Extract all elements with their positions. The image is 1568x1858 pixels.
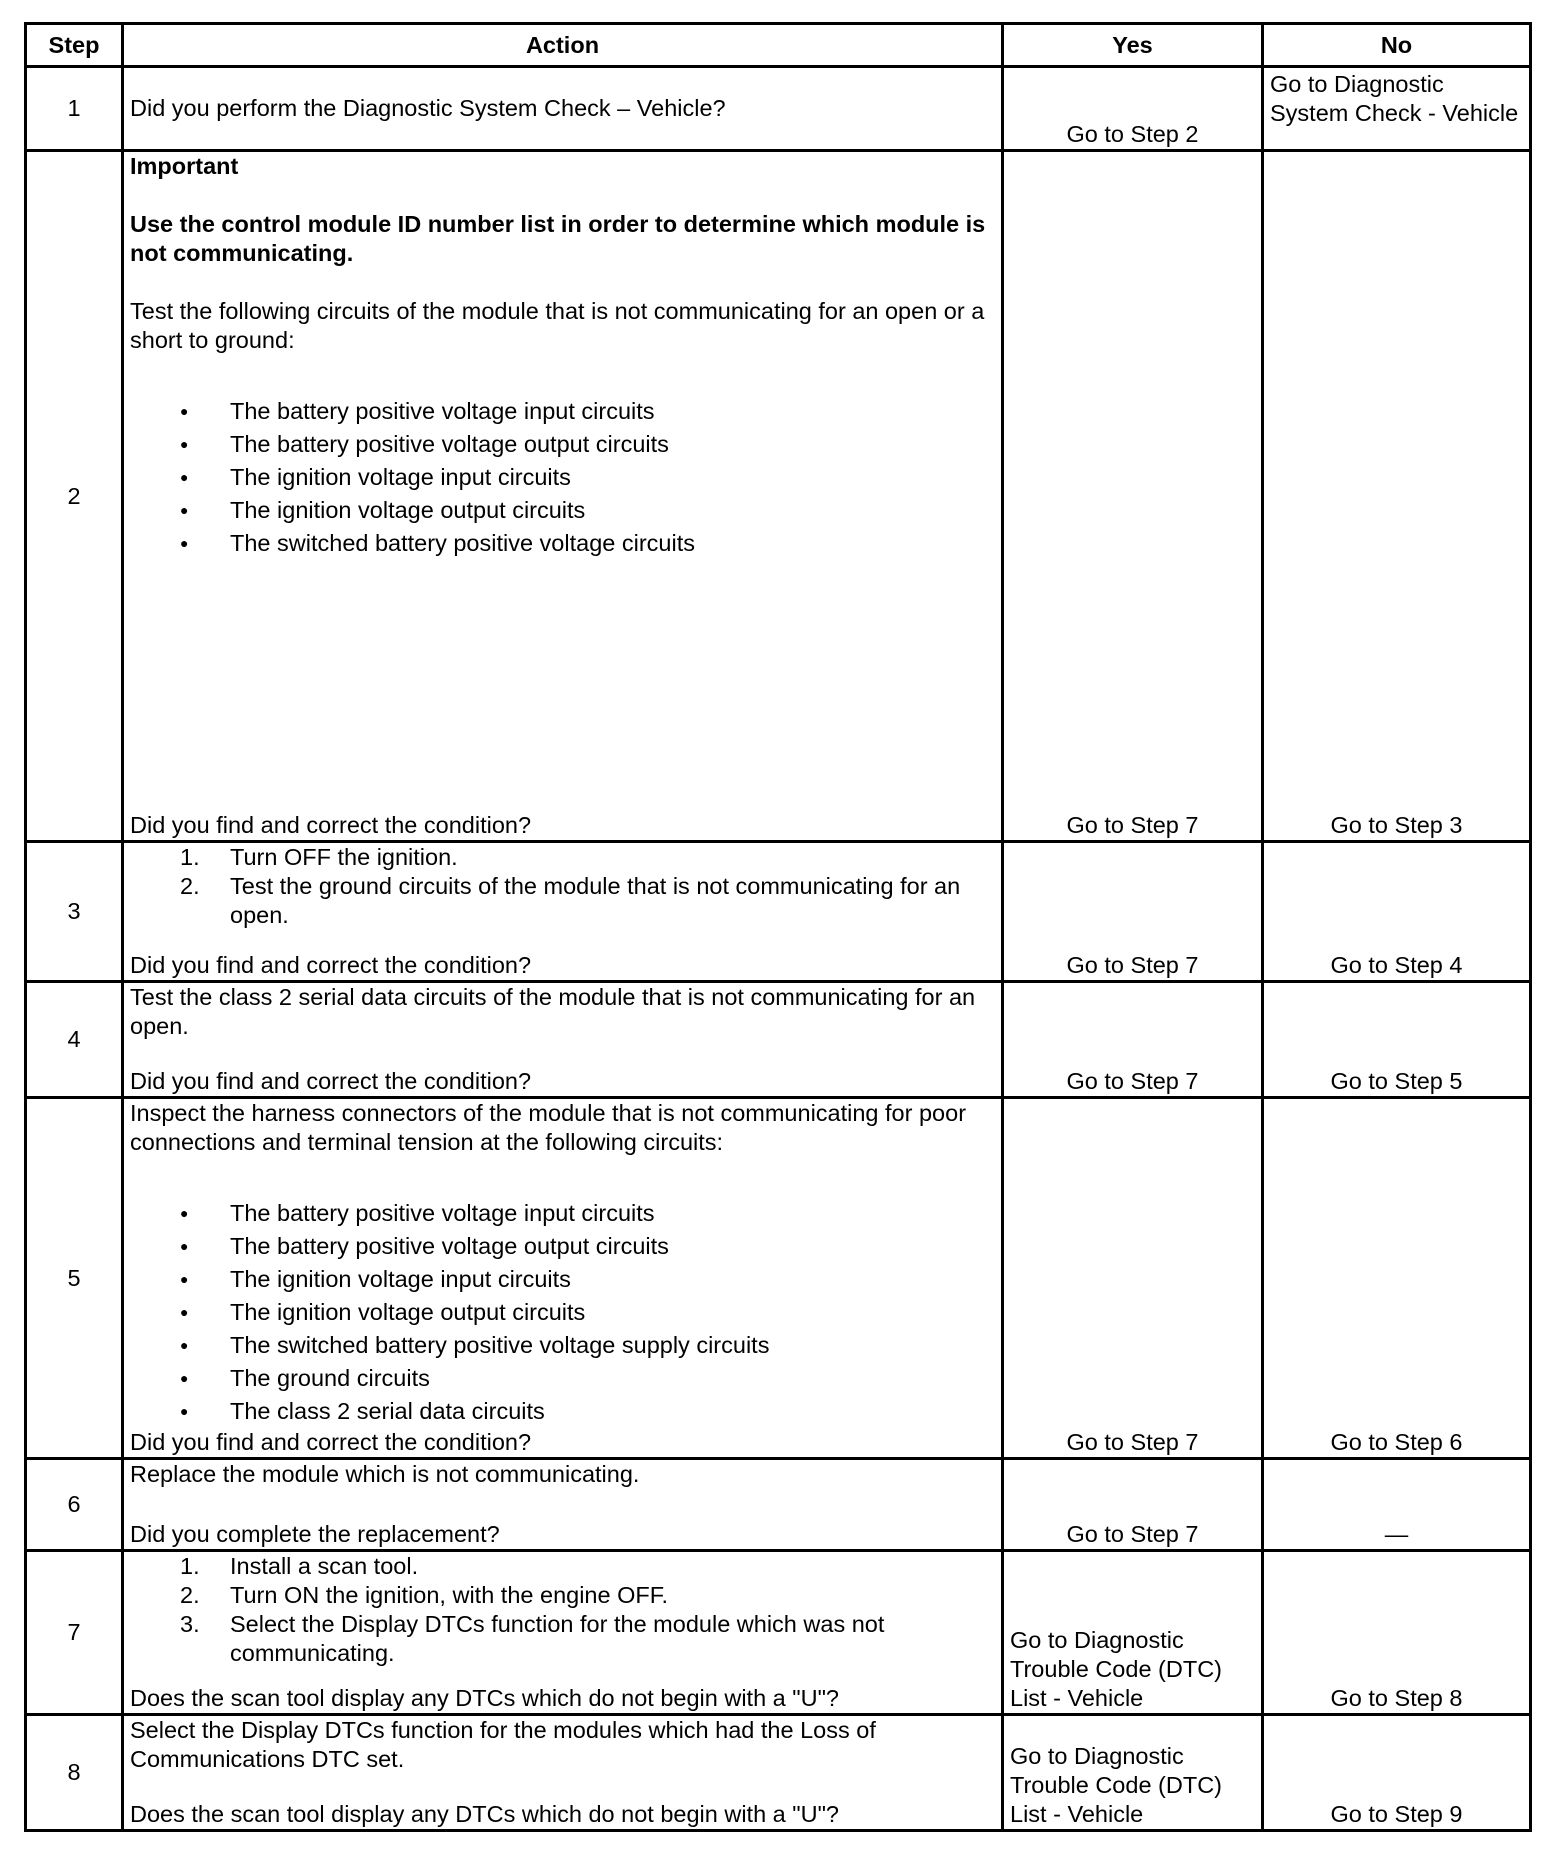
list-item: ● The battery positive voltage output circuits bbox=[130, 1230, 995, 1263]
no-cell: Go to Step 9 bbox=[1263, 1715, 1531, 1831]
circuit-list bbox=[130, 395, 995, 560]
list-item: 1. Install a scan tool. bbox=[180, 1553, 419, 1579]
action-instruction: Replace the module which is not communicating. bbox=[130, 1461, 640, 1487]
action-cell bbox=[123, 842, 1003, 982]
list-item: ● The battery positive voltage input circuits bbox=[130, 395, 995, 428]
circuit-list bbox=[130, 1197, 995, 1428]
action-question: Does the scan tool display any DTCs which do not begin with a "U"? bbox=[130, 1801, 839, 1827]
table-row bbox=[26, 842, 1531, 982]
table-row bbox=[26, 1098, 1531, 1459]
procedure-list bbox=[130, 1552, 995, 1668]
table-row bbox=[26, 1715, 1531, 1831]
step-number: 5 bbox=[26, 1098, 123, 1459]
list-item: 2. Turn ON the ignition, with the engine OFF. bbox=[180, 1582, 669, 1608]
no-cell: Go to Step 4 bbox=[1263, 842, 1531, 982]
list-item: ● The ignition voltage input circuits bbox=[130, 1263, 995, 1296]
action-instruction: Test the class 2 serial data circuits of the module that is not communicating for an open. bbox=[130, 984, 976, 1039]
no-cell: Go to Step 8 bbox=[1263, 1551, 1531, 1715]
important-note: Use the control module ID number list in order to determine which module is not communicating. bbox=[130, 211, 986, 266]
no-cell: — bbox=[1263, 1459, 1531, 1551]
list-item: ● The ignition voltage input circuits bbox=[130, 461, 995, 494]
action-cell bbox=[123, 67, 1003, 151]
step-number: 4 bbox=[26, 982, 123, 1098]
action-question: Did you complete the replacement? bbox=[130, 1521, 500, 1547]
action-question: Did you perform the Diagnostic System Check – Vehicle? bbox=[130, 95, 726, 121]
step-number: 6 bbox=[26, 1459, 123, 1551]
action-question: Does the scan tool display any DTCs which do not begin with a "U"? bbox=[130, 1685, 839, 1711]
no-cell: Go to Step 6 bbox=[1263, 1098, 1531, 1459]
yes-cell: Go to Step 2 bbox=[1003, 67, 1263, 151]
no-cell: Go to Step 5 bbox=[1263, 982, 1531, 1098]
list-item: ● The ground circuits bbox=[130, 1362, 995, 1395]
table-row bbox=[26, 1459, 1531, 1551]
yes-cell: Go to Step 7 bbox=[1003, 982, 1263, 1098]
yes-cell: Go to Diagnostic Trouble Code (DTC) List - Vehicle bbox=[1003, 1551, 1263, 1715]
action-cell bbox=[123, 982, 1003, 1098]
action-cell bbox=[123, 151, 1003, 842]
yes-cell: Go to Step 7 bbox=[1003, 842, 1263, 982]
no-cell: Go to Diagnostic System Check - Vehicle bbox=[1263, 67, 1531, 151]
yes-cell: Go to Step 7 bbox=[1003, 1459, 1263, 1551]
action-cell bbox=[123, 1098, 1003, 1459]
table-row bbox=[26, 151, 1531, 842]
action-cell bbox=[123, 1715, 1003, 1831]
action-instruction: Select the Display DTCs function for the modules which had the Loss of Communications DTC set. bbox=[130, 1717, 876, 1772]
yes-cell: Go to Step 7 bbox=[1003, 151, 1263, 842]
header-no: No bbox=[1263, 24, 1531, 67]
step-number: 1 bbox=[26, 67, 123, 151]
yes-cell: Go to Diagnostic Trouble Code (DTC) List - Vehicle bbox=[1003, 1715, 1263, 1831]
header-step: Step bbox=[26, 24, 123, 67]
action-question: Did you find and correct the condition? bbox=[130, 1068, 532, 1094]
diagnostic-table bbox=[24, 22, 1532, 1832]
no-cell: Go to Step 3 bbox=[1263, 151, 1531, 842]
action-cell bbox=[123, 1459, 1003, 1551]
list-item: 1. Turn OFF the ignition. bbox=[180, 844, 458, 870]
list-item: ● The switched battery positive voltage circuits bbox=[130, 527, 995, 560]
table-row bbox=[26, 67, 1531, 151]
step-number: 3 bbox=[26, 842, 123, 982]
table-row bbox=[26, 982, 1531, 1098]
action-question: Did you find and correct the condition? bbox=[130, 1429, 532, 1455]
action-question: Did you find and correct the condition? bbox=[130, 812, 532, 838]
table-row bbox=[26, 1551, 1531, 1715]
header-action: Action bbox=[123, 24, 1003, 67]
list-item: 2. Test the ground circuits of the module that is not communicating for an open. bbox=[180, 873, 961, 928]
list-item: ● The switched battery positive voltage supply circuits bbox=[130, 1329, 995, 1362]
list-item: ● The class 2 serial data circuits bbox=[130, 1395, 995, 1428]
list-item: 3. Select the Display DTCs function for the module which was not communicating. bbox=[180, 1611, 885, 1666]
step-number: 7 bbox=[26, 1551, 123, 1715]
header-row bbox=[26, 24, 1531, 67]
header-yes: Yes bbox=[1003, 24, 1263, 67]
list-item: ● The battery positive voltage input circuits bbox=[130, 1197, 995, 1230]
step-number: 8 bbox=[26, 1715, 123, 1831]
step-number: 2 bbox=[26, 151, 123, 842]
action-cell bbox=[123, 1551, 1003, 1715]
action-instruction: Test the following circuits of the module that is not communicating for an open or a short to ground: bbox=[130, 298, 985, 353]
list-item: ● The battery positive voltage output circuits bbox=[130, 428, 995, 461]
important-label: Important bbox=[130, 153, 239, 179]
action-question: Did you find and correct the condition? bbox=[130, 952, 532, 978]
procedure-list bbox=[130, 843, 995, 930]
list-item: ● The ignition voltage output circuits bbox=[130, 494, 995, 527]
yes-cell: Go to Step 7 bbox=[1003, 1098, 1263, 1459]
list-item: ● The ignition voltage output circuits bbox=[130, 1296, 995, 1329]
action-instruction: Inspect the harness connectors of the module that is not communicating for poor connections and terminal tension at the following circuits: bbox=[130, 1100, 967, 1155]
